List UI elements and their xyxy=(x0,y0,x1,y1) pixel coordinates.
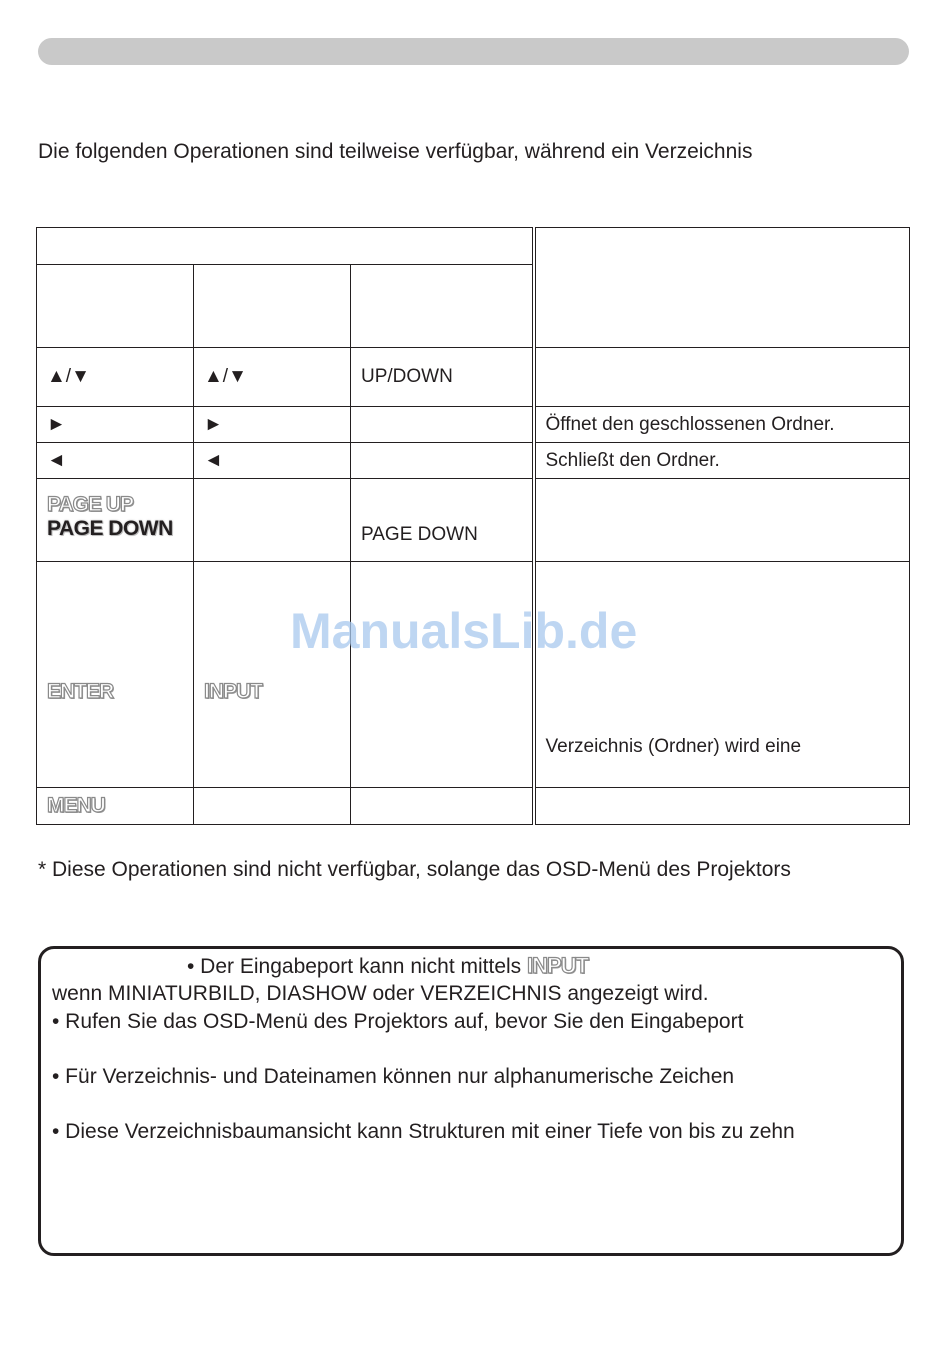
table-row xyxy=(37,407,910,443)
note-line-2: wenn MINIATURBILD, DIASHOW oder VERZEICHNIS angezeigt wird. xyxy=(52,982,709,1005)
intro-text: Die folgenden Operationen sind teilweise verfügbar, während ein Verzeichnis xyxy=(38,140,753,163)
cell-remote-key xyxy=(194,562,351,788)
header-cell-description xyxy=(534,228,910,348)
table-row xyxy=(37,443,910,479)
cell-projector-key xyxy=(37,788,194,825)
cell-remote-key: ▲/▼ xyxy=(194,348,351,407)
cell-description xyxy=(534,348,910,407)
table-row xyxy=(37,788,910,825)
cell-description: Öffnet den geschlossenen Ordner. xyxy=(534,407,910,443)
table-header-row xyxy=(37,228,910,265)
header-bar xyxy=(38,38,909,65)
cell-computer-key: UP/DOWN xyxy=(351,348,534,407)
cell-remote-key xyxy=(194,479,351,562)
cell-description xyxy=(534,788,910,825)
cell-computer-key: PAGE DOWN xyxy=(351,479,534,562)
cell-projector-key: ▲/▼ xyxy=(37,348,194,407)
cell-computer-key xyxy=(351,407,534,443)
cell-projector-key: ◄ xyxy=(37,443,194,479)
operations-table xyxy=(36,227,910,825)
table-row xyxy=(37,479,910,562)
enter-button-label: ENTER xyxy=(47,679,114,703)
cell-computer-key xyxy=(351,443,534,479)
table-row xyxy=(37,562,910,788)
watermark: ManualsLib.de xyxy=(290,603,638,659)
cell-description xyxy=(534,479,910,562)
table-row xyxy=(37,348,910,407)
header-cell-computer xyxy=(351,265,534,348)
input-button-label: INPUT xyxy=(204,679,262,703)
page-up-button-label: PAGE UP xyxy=(47,493,133,516)
header-cell-projector xyxy=(37,265,194,348)
footnote: * Diese Operationen sind nicht verfügbar, solange das OSD-Menü des Projektors xyxy=(38,858,791,881)
header-cell-operation xyxy=(37,228,534,265)
input-button-inline: INPUT xyxy=(527,953,589,978)
cell-description: Verzeichnis (Ordner) wird eine xyxy=(534,562,910,788)
cell-computer-key xyxy=(351,562,534,788)
cell-projector-key xyxy=(37,562,194,788)
note-line-3: • Rufen Sie das OSD-Menü des Projektors auf, bevor Sie den Eingabeport xyxy=(52,1010,744,1033)
cell-remote-key: ◄ xyxy=(194,443,351,479)
cell-computer-key xyxy=(351,788,534,825)
cell-projector-key xyxy=(37,479,194,562)
note-line-5: • Diese Verzeichnisbaumansicht kann Strukturen mit einer Tiefe von bis zu zehn xyxy=(52,1120,795,1143)
header-cell-remote xyxy=(194,265,351,348)
note-line-1 xyxy=(187,953,588,980)
cell-projector-key: ► xyxy=(37,407,194,443)
note-line-1-text: • Der Eingabeport kann nicht mittels xyxy=(187,955,522,978)
cell-remote-key xyxy=(194,788,351,825)
cell-remote-key: ► xyxy=(194,407,351,443)
menu-button-label: MENU xyxy=(47,794,105,817)
cell-description: Schließt den Ordner. xyxy=(534,443,910,479)
page-down-button-label: PAGE DOWN xyxy=(47,517,173,540)
note-line-4: • Für Verzeichnis- und Dateinamen können nur alphanumerische Zeichen xyxy=(52,1065,735,1088)
